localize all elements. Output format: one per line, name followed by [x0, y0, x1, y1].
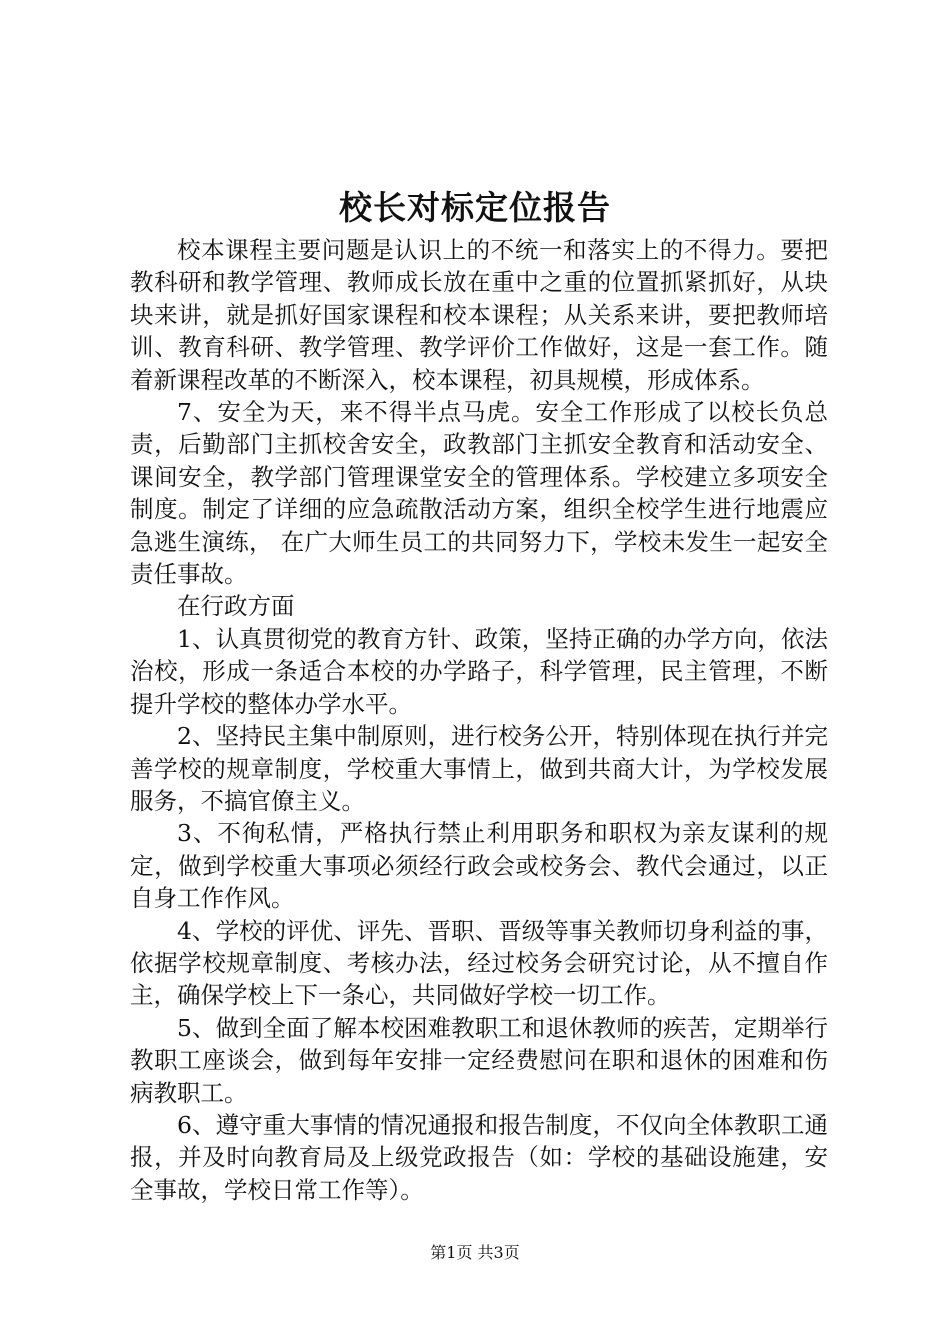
paragraph-curriculum: 校本课程主要问题是认识上的不统一和落实上的不得力。要把教科研和教学管理、教师成长放在重中之重的位置抓紧抓好，从块块来讲，就是抓好国家课程和校本课程；从关系来讲，要把教师培训、教育科研、教学管理、教学评价工作做好，这是一套工作。随着新课程改革的不断深入，校本课程，初具规模，形成体系。	[130, 236, 828, 394]
document-body	[130, 234, 828, 1206]
paragraph-item-5: 5、做到全面了解本校困难教职工和退休教师的疾苦，定期举行教职工座谈会，做到每年安排一定经费慰问在职和退休的困难和伤病教职工。	[130, 1013, 828, 1107]
document-title: 校长对标定位报告	[339, 188, 611, 227]
paragraph-item-1: 1、认真贯彻党的教育方针、政策，坚持正确的办学方向，依法治校，形成一条适合本校的办学路子，科学管理，民主管理，不断提升学校的整体办学水平。	[130, 624, 828, 718]
paragraph-item-2: 2、坚持民主集中制原则，进行校务公开，特别体现在执行并完善学校的规章制度，学校重大事情上，做到共商大计，为学校发展服务，不搞官僚主义。	[130, 722, 828, 815]
paragraph-item-4: 4、学校的评优、评先、晋职、晋级等事关教师切身利益的事，依据学校规章制度、考核办法，经过校务会研究讨论，从不擅自作主，确保学校上下一条心，共同做好学校一切工作。	[130, 916, 828, 1010]
page-number-footer: 第1页 共3页	[430, 1243, 520, 1262]
paragraph-item-3: 3、不徇私情，严格执行禁止利用职务和职权为亲友谋利的规定，做到学校重大事项必须经行政会或校务会、教代会通过，以正自身工作作风。	[130, 819, 828, 913]
section-heading-administration: 在行政方面	[177, 592, 295, 621]
paragraph-item-6: 6、遵守重大事情的情况通报和报告制度，不仅向全体教职工通报，并及时向教育局及上级党政报告（如：学校的基础设施建，安全事故，学校日常工作等）。	[130, 1110, 828, 1204]
paragraph-safety: 7、安全为天，来不得半点马虎。安全工作形成了以校长负总责，后勤部门主抓校舍安全，政教部门主抓安全教育和活动安全、课间安全，教学部门管理课堂安全的管理体系。学校建立多项安全制度。制定了详细的应急疏散活动方案，组织全校学生进行地震应急逃生演练， 在广大师生员工的共同努力下，学校未发生一起安全责任事故。	[130, 398, 828, 589]
